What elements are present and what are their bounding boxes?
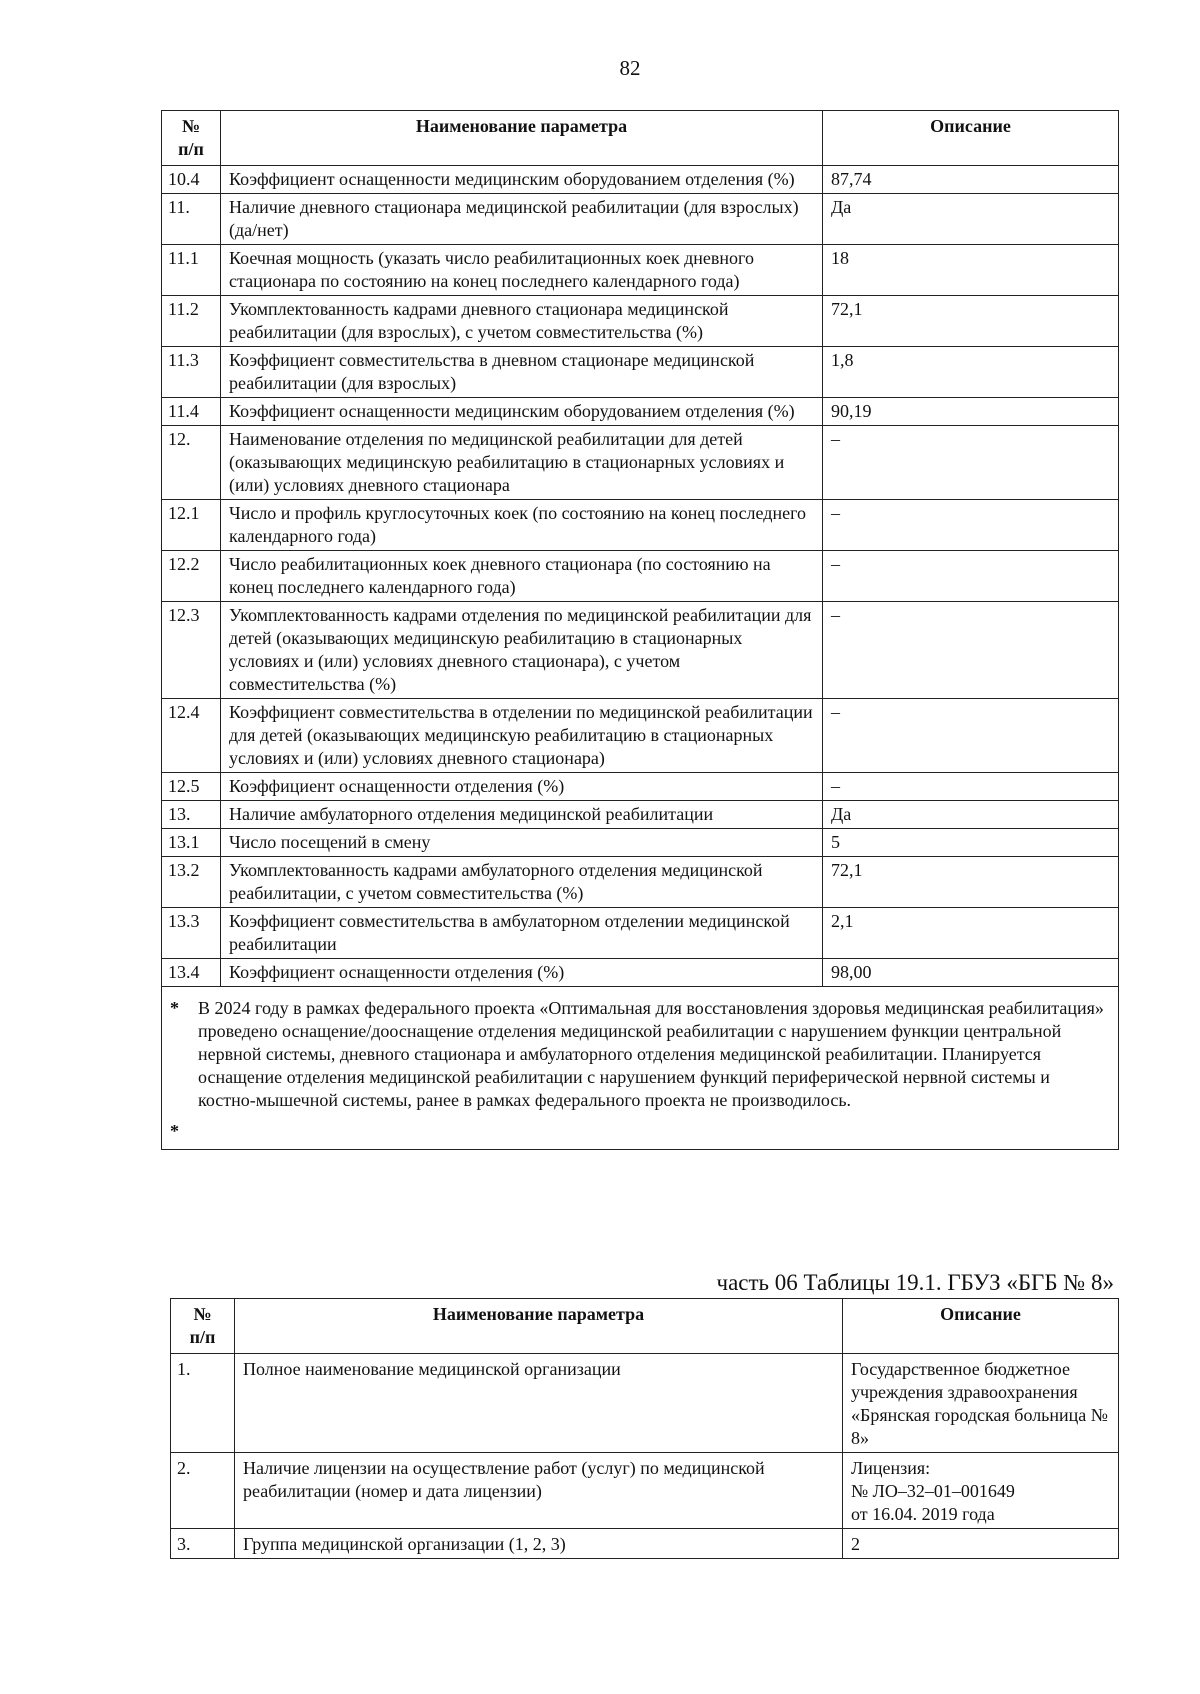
table-body <box>171 1354 1119 1559</box>
table-row <box>162 908 1119 959</box>
row-description: 2 <box>843 1529 1119 1559</box>
row-description: 72,1 <box>823 296 1119 347</box>
table-row <box>162 699 1119 773</box>
table-row <box>162 500 1119 551</box>
note-cell <box>162 987 1119 1150</box>
table-row <box>162 347 1119 398</box>
row-description: Государственное бюджетное учреждения здравоохранения «Брянская городская больница № 8» <box>843 1354 1119 1453</box>
table-header-row <box>171 1299 1119 1354</box>
row-description: 72,1 <box>823 857 1119 908</box>
row-description: Да <box>823 801 1119 829</box>
row-description: – <box>823 602 1119 699</box>
header-description: Описание <box>823 111 1119 166</box>
row-number: 2. <box>171 1453 235 1529</box>
row-number: 12.4 <box>162 699 221 773</box>
row-parameter: Число посещений в смену <box>221 829 823 857</box>
row-description: – <box>823 699 1119 773</box>
row-number: 13. <box>162 801 221 829</box>
row-parameter: Наличие дневного стационара медицинской реабилитации (для взрослых) (да/нет) <box>221 194 823 245</box>
row-number: 12. <box>162 426 221 500</box>
row-parameter: Укомплектованность кадрами амбулаторного отделения медицинской реабилитации, с учетом совместительства (%) <box>221 857 823 908</box>
row-description: 1,8 <box>823 347 1119 398</box>
row-number: 13.3 <box>162 908 221 959</box>
table-row <box>162 296 1119 347</box>
row-parameter: Наличие амбулаторного отделения медицинской реабилитации <box>221 801 823 829</box>
row-parameter: Полное наименование медицинской организации <box>235 1354 843 1453</box>
row-parameter: Число реабилитационных коек дневного стационара (по состоянию на конец последнего календарного года) <box>221 551 823 602</box>
row-number: 12.2 <box>162 551 221 602</box>
table-row <box>162 773 1119 801</box>
row-parameter: Коэффициент оснащенности отделения (%) <box>221 773 823 801</box>
row-description: 18 <box>823 245 1119 296</box>
row-number: 12.3 <box>162 602 221 699</box>
footnote-text: В 2024 году в рамках федерального проекта «Оптимальная для восстановления здоровья медицинская реабилитация» проведено оснащение/дооснащение отделения медицинской реабилитации с нарушением функции центральной нервной системы, дневного стационара и амбулаторного отделения медицинской реабилитации. Планируется оснащение отделения медицинской реабилитации с нарушением функций периферической нервной системы и костно-мышечной системы, ранее в рамках федерального проекта не производилось. <box>198 998 1104 1110</box>
row-number: 13.2 <box>162 857 221 908</box>
row-number: 3. <box>171 1529 235 1559</box>
header-description: Описание <box>843 1299 1119 1354</box>
table-caption: часть 06 Таблицы 19.1. ГБУЗ «БГБ № 8» <box>716 1270 1114 1295</box>
table-row <box>162 801 1119 829</box>
row-description: – <box>823 500 1119 551</box>
row-parameter: Укомплектованность кадрами отделения по медицинской реабилитации для детей (оказывающих медицинскую реабилитацию в стационарных условиях и (или) условиях дневного стационара), с учетом совместительства (%) <box>221 602 823 699</box>
header-number: № п/п <box>171 1299 235 1354</box>
row-number: 11.2 <box>162 296 221 347</box>
footnote-marker: * <box>170 998 179 1018</box>
row-number: 11.4 <box>162 398 221 426</box>
table-row <box>162 426 1119 500</box>
table-row <box>171 1453 1119 1529</box>
row-parameter: Коэффициент совместительства в отделении по медицинской реабилитации для детей (оказывающих медицинскую реабилитацию в стационарных условиях и (или) условиях дневного стационара) <box>221 699 823 773</box>
row-number: 1. <box>171 1354 235 1453</box>
row-parameter: Число и профиль круглосуточных коек (по состоянию на конец последнего календарного года) <box>221 500 823 551</box>
row-description: – <box>823 426 1119 500</box>
row-description: 90,19 <box>823 398 1119 426</box>
footnote <box>170 997 1110 1112</box>
table-row <box>162 398 1119 426</box>
row-description: – <box>823 551 1119 602</box>
row-parameter: Коэффициент оснащенности медицинским оборудованием отделения (%) <box>221 166 823 194</box>
row-parameter: Коэффициент совместительства в дневном стационаре медицинской реабилитации (для взрослых) <box>221 347 823 398</box>
table-row <box>162 245 1119 296</box>
table-row <box>171 1529 1119 1559</box>
table-header-row <box>162 111 1119 166</box>
row-number: 13.4 <box>162 959 221 987</box>
row-number: 13.1 <box>162 829 221 857</box>
footnote-marker-empty: * <box>170 1121 179 1141</box>
row-description: Да <box>823 194 1119 245</box>
header-parameter: Наименование параметра <box>235 1299 843 1354</box>
row-number: 12.5 <box>162 773 221 801</box>
table-row <box>162 602 1119 699</box>
table-row <box>162 857 1119 908</box>
table-row <box>162 194 1119 245</box>
row-description: 2,1 <box>823 908 1119 959</box>
row-parameter: Наличие лицензии на осуществление работ (услуг) по медицинской реабилитации (номер и дата лицензии) <box>235 1453 843 1529</box>
table-row <box>162 959 1119 987</box>
row-parameter: Укомплектованность кадрами дневного стационара медицинской реабилитации (для взрослых), с учетом совместительства (%) <box>221 296 823 347</box>
row-parameter: Коэффициент оснащенности отделения (%) <box>221 959 823 987</box>
row-description: Лицензия: № ЛО–32–01–001649 от 16.04. 2019 года <box>843 1453 1119 1529</box>
row-parameter: Наименование отделения по медицинской реабилитации для детей (оказывающих медицинскую реабилитацию в стационарных условиях и (или) условиях дневного стационара <box>221 426 823 500</box>
header-number: № п/п <box>162 111 221 166</box>
note-row <box>162 987 1119 1150</box>
row-parameter: Коэффициент совместительства в амбулаторном отделении медицинской реабилитации <box>221 908 823 959</box>
row-number: 10.4 <box>162 166 221 194</box>
organization-table <box>170 1298 1119 1559</box>
header-parameter: Наименование параметра <box>221 111 823 166</box>
table-row <box>171 1354 1119 1453</box>
table-body <box>162 166 1119 987</box>
row-parameter: Группа медицинской организации (1, 2, 3) <box>235 1529 843 1559</box>
row-description: 5 <box>823 829 1119 857</box>
row-number: 11. <box>162 194 221 245</box>
table-row <box>162 829 1119 857</box>
row-description: – <box>823 773 1119 801</box>
page-number: 82 <box>619 56 641 80</box>
row-description: 98,00 <box>823 959 1119 987</box>
table-row <box>162 166 1119 194</box>
row-parameter: Коечная мощность (указать число реабилитационных коек дневного стационара по состоянию на конец последнего календарного года) <box>221 245 823 296</box>
parameters-table <box>161 110 1119 1150</box>
row-description: 87,74 <box>823 166 1119 194</box>
row-number: 12.1 <box>162 500 221 551</box>
row-parameter: Коэффициент оснащенности медицинским оборудованием отделения (%) <box>221 398 823 426</box>
table-row <box>162 551 1119 602</box>
row-number: 11.1 <box>162 245 221 296</box>
row-number: 11.3 <box>162 347 221 398</box>
